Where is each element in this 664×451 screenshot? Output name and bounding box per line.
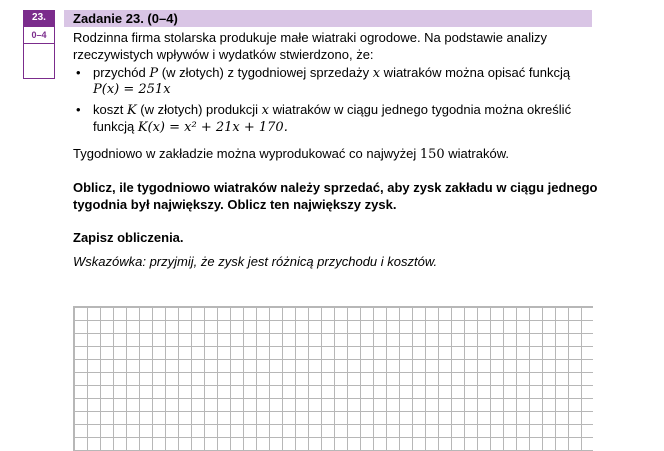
task-instruction-line-2: tygodnia był największy. Oblicz ten największy zysk.	[73, 197, 397, 212]
hint-text: przyjmij, że zysk jest różnicą przychodu i kosztów.	[145, 254, 438, 269]
bullet-cost-pre: koszt	[93, 102, 127, 117]
bullet-cost	[93, 101, 571, 119]
task-sidebar	[23, 10, 55, 79]
answer-grid[interactable]	[73, 306, 593, 451]
task-number-badge: 23.	[23, 10, 55, 26]
hint-label: Wskazówka:	[73, 254, 146, 269]
var-x: x	[372, 66, 381, 81]
bullet-marker-2: •	[76, 102, 81, 117]
score-box[interactable]	[23, 43, 55, 79]
var-P: P	[149, 66, 159, 81]
capacity-pre: Tygodniowo w zakładzie można wyprodukować co najwyżej	[73, 146, 420, 161]
points-range: 0–4	[23, 26, 55, 43]
var-K: K	[126, 103, 137, 118]
capacity-number: 150	[419, 147, 445, 162]
bullet-revenue-pre: przychód	[93, 65, 150, 80]
bullet-marker-1: •	[76, 65, 81, 80]
bullet-cost-post: wiatraków w ciągu jednego tygodnia można określić	[269, 102, 572, 117]
bullet-revenue-post: wiatraków można opisać funkcją	[380, 65, 571, 80]
var-x-2: x	[261, 103, 270, 118]
revenue-formula: P(x) = 251x	[93, 82, 171, 97]
cost-formula: K(x) = x² + 21x + 170.	[137, 120, 288, 135]
bullet-cost-line-2	[93, 118, 288, 136]
task-instruction-line-1: Oblicz, ile tygodniowo wiatraków należy sprzedać, aby zysk zakładu w ciągu jednego	[73, 180, 598, 195]
bullet-cost-line2-pre: funkcją	[93, 119, 138, 134]
capacity-post: wiatraków.	[444, 146, 509, 161]
write-calculations-label: Zapisz obliczenia.	[73, 230, 184, 245]
capacity-sentence	[73, 145, 509, 163]
bullet-revenue	[93, 64, 570, 82]
intro-line-1: Rodzinna firma stolarska produkuje małe wiatraki ogrodowe. Na podstawie analizy	[73, 30, 548, 45]
bullet-revenue-mid: (w złotych) z tygodniowej sprzedaży	[158, 65, 373, 80]
task-title: Zadanie 23. (0–4)	[73, 11, 178, 26]
hint	[73, 253, 437, 270]
intro-line-2: rzeczywistych wpływów i wydatków stwierdzono, że:	[73, 47, 374, 62]
bullet-cost-mid: (w złotych) produkcji	[136, 102, 262, 117]
